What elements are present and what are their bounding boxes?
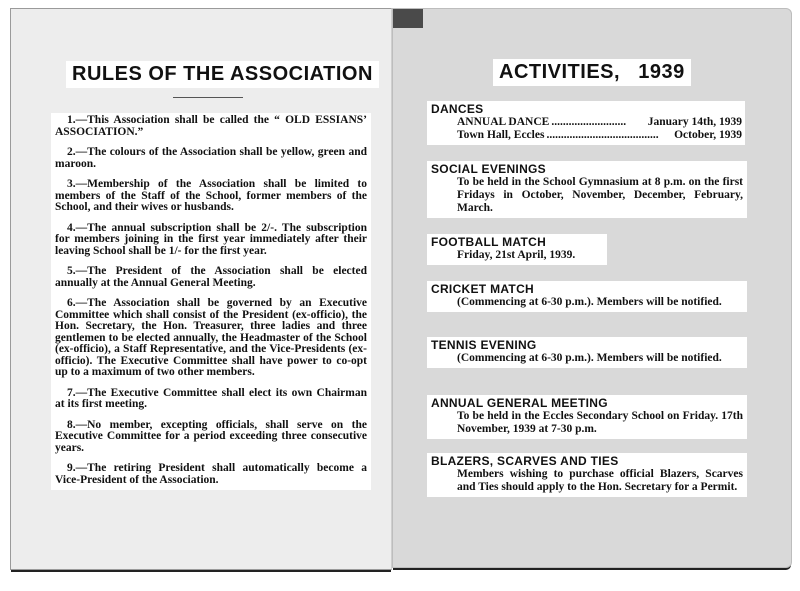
booklet-spread [4,6,794,571]
social-evenings-title: SOCIAL EVENINGS [431,162,546,176]
rule-1: 1.—This Association shall be called the “ OLD ESSIANS’ ASSOCIATION.” [55,114,367,138]
dance-date: October, 1939 [674,129,742,141]
dance-label: Town Hall, Eccles [457,129,545,141]
tennis-section [427,337,747,368]
left-page [10,8,392,570]
dance-date: January 14th, 1939 [647,116,742,128]
agm-section [427,395,747,439]
blazers-section [427,453,747,497]
rule-7: 7.—The Executive Committee shall elect its own Chairman at its first meeting. [55,386,367,410]
dance-label: ANNUAL DANCE [457,116,550,128]
cricket-body: (Commencing at 6-30 p.m.). Members will be notified. [457,296,722,308]
rule-4: 4.—The annual subscription shall be 2/-. The subscription for members joining in the first year immediately after their leaving School shall be 1/- for the first year. [55,221,367,257]
cricket-title: CRICKET MATCH [431,282,534,296]
tennis-body: (Commencing at 6-30 p.m.). Members will be notified. [457,352,722,364]
leader-dots: ....................................... [546,129,659,141]
tennis-title: TENNIS EVENING [431,338,537,352]
rule-9: 9.—The retiring President shall automatically become a Vice-President of the Association. [55,462,367,486]
spine-binding-mark [393,9,423,28]
football-body: Friday, 21st April, 1939. [457,249,576,261]
football-section [427,234,607,265]
cricket-section [427,281,747,312]
dance-row-townhall [431,129,742,142]
dances-section [427,101,745,145]
dances-title: DANCES [431,102,484,116]
dance-row-annual [431,116,742,129]
rule-3: 3.—Membership of the Association shall be limited to members of the Staff of the School, former members of the School, and their wives or husbands. [55,178,367,213]
agm-title: ANNUAL GENERAL MEETING [431,396,608,410]
social-evenings-section [427,161,747,218]
leader-dots: .......................... [551,116,627,128]
blazers-title: BLAZERS, SCARVES AND TIES [431,454,619,468]
blazers-body: Members wishing to purchase official Blazers, Scarves and Ties should apply to the Hon. Secretary for a Permit. [457,468,743,493]
agm-body: To be held in the Eccles Secondary School on Friday. 17th November, 1939 at 7-30 p.m. [457,410,743,435]
rule-5: 5.—The President of the Association shall be elected annually at the Annual General Meeting. [55,265,367,289]
rule-2: 2.—The colours of the Association shall be yellow, green and maroon. [55,146,367,170]
activities-heading: ACTIVITIES, 1939 [493,59,691,86]
rules-heading: RULES OF THE ASSOCIATION [66,61,379,88]
rules-list [51,113,371,490]
rule-8: 8.—No member, excepting officials, shall serve on the Executive Committee for a period exceeding three consecutive years. [55,418,367,454]
right-page [392,8,792,568]
heading-divider [173,97,243,98]
football-title: FOOTBALL MATCH [431,235,547,249]
rule-6: 6.—The Association shall be governed by an Executive Committee which shall consist of the President (ex-officio), the Hon. Secretary, the Hon. Treasurer, three ladies and three gentlemen to be elected annually, the Headmaster of the School (ex-officio), a Staff Representative, and the Vice-Presidents (ex-officio). The Executive Committee shall have power to co-opt up to a maximum of two other members. [55,297,367,378]
social-evenings-body: To be held in the School Gymnasium at 8 p.m. on the first Fridays in October, November, December, February, March. [457,176,743,214]
